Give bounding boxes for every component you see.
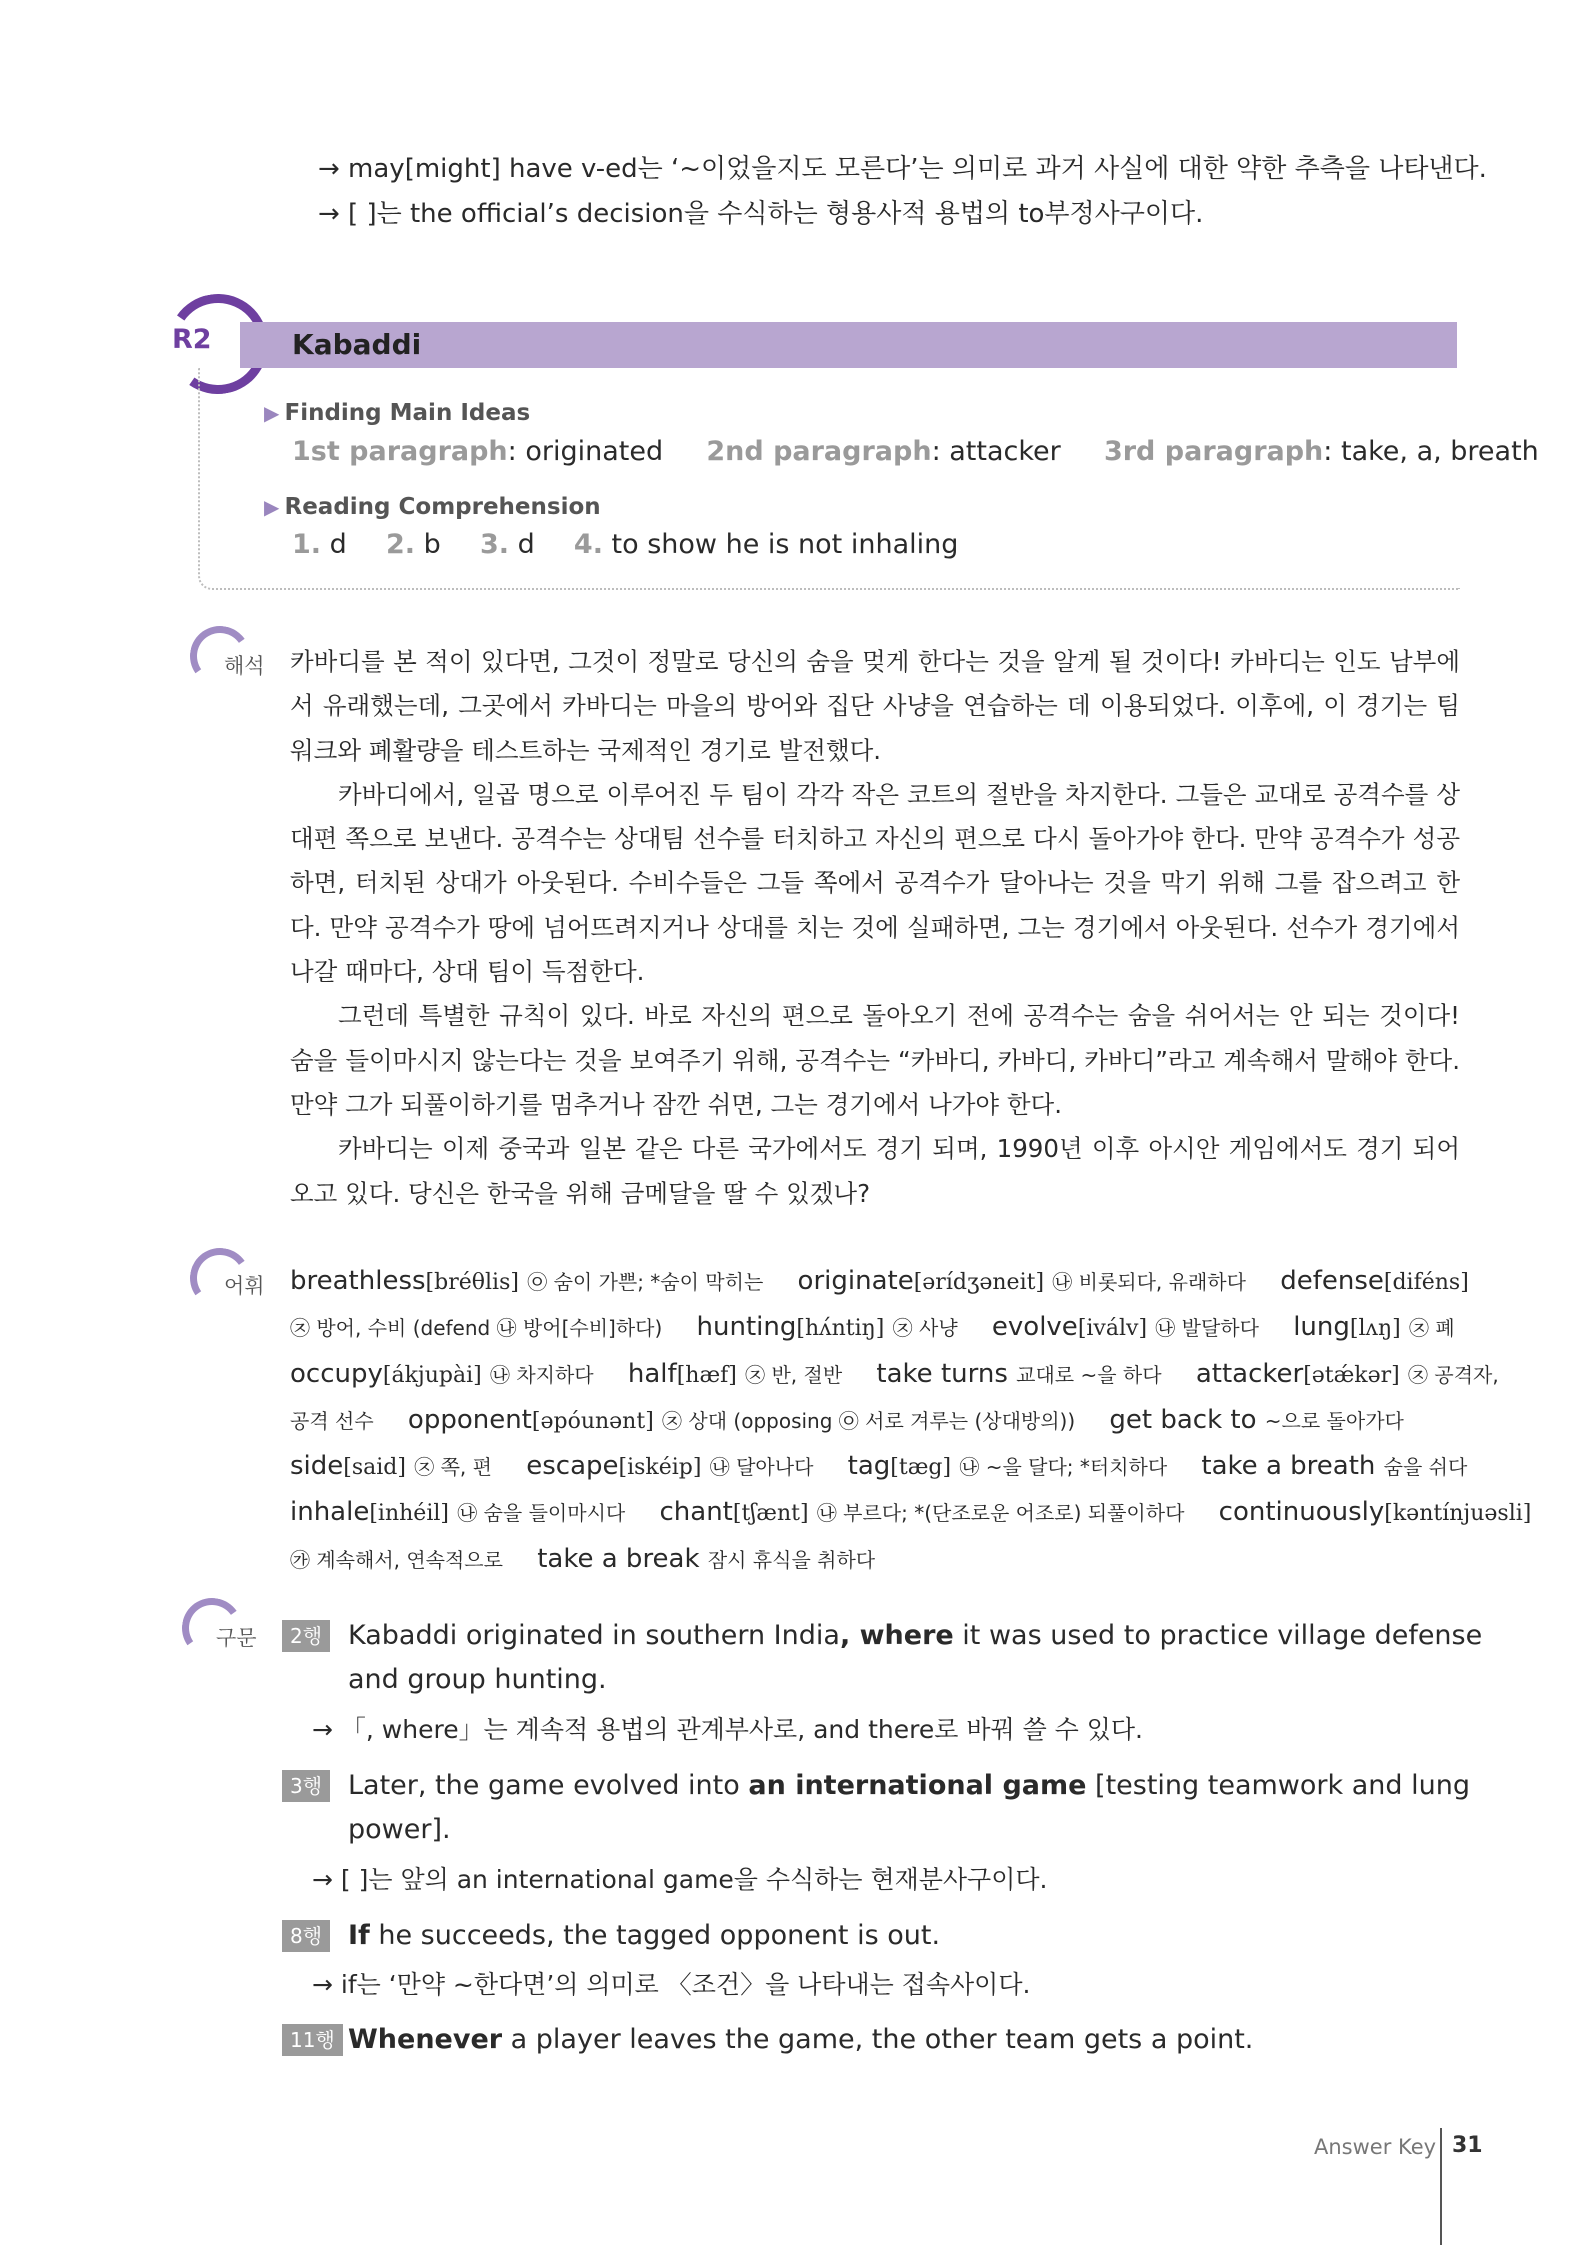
- grammar-sentence: If he succeeds, the tagged opponent is out.: [348, 1920, 941, 1951]
- comprehension-heading: ▶ Reading Comprehension: [264, 494, 601, 520]
- section-title: Kabaddi: [292, 328, 422, 361]
- page-number: 31: [1452, 2133, 1483, 2158]
- translation-text: [290, 640, 1460, 1216]
- grammar-line-tag: 2행: [282, 1620, 330, 1652]
- grammar-note: → if는 ‘만약 ~한다면’의 의미로 〈조건〉을 나타내는 접속사이다.: [312, 1970, 1031, 1999]
- grammar-sentence: Kabaddi originated in southern India, where it was used to practice village defense: [348, 1620, 1483, 1651]
- translation-paragraph: 카바디를 본 적이 있다면, 그것이 정말로 당신의 숨을 멎게 한다는 것을 알게 될 것이다! 카바디는 인도 남부에서 유래했는데, 그곳에서 카바디는 마을의 방어와 집단 사냥을 연습하는 데 이용되었다. 이후에, 이 경기는 팀워크와 폐활량을 테스트하는 국제적인 경기로 발전했다.: [290, 647, 1460, 765]
- grammar-sentence: Later, the game evolved into an international game [testing teamwork and lung: [348, 1770, 1470, 1801]
- translation-paragraph: 카바디에서, 일곱 명으로 이루어진 두 팀이 각각 작은 코트의 절반을 차지한다. 그들은 교대로 공격수를 상대편 쪽으로 보낸다. 공격수는 상대팀 선수를 터치하고 자신의 편으로 다시 돌아가야 한다. 만약 공격수가 성공하면, 터치된 상대가 아웃된다. 수비수들은 그들 쪽에서 공격수가 달아나는 것을 막기 위해 그를 잡으려고 한다. 만약 공격수가 땅에 넘어뜨려지거나 상대를 치는 것에 실패하면, 그는 경기에서 아웃된다. 선수가 경기에서 나갈 때마다, 상대 팀이 득점한다.: [290, 779, 1460, 987]
- grammar-line-tag: 11행: [282, 2024, 343, 2056]
- main-ideas-answers: 1st paragraph: originated 2nd paragraph: attacker 3rd paragraph: take, a, breath: [292, 436, 1539, 467]
- triangle-bullet-icon: ▶: [264, 401, 280, 425]
- vocab-row: inhale[inhéil] ㉯ 숨을 들이마시다 chant[tʃænt] ㉯ 부르다; *(단조로운 어조로) 되풀이하다 continuously[kəntínjuəsli]: [290, 1497, 1532, 1528]
- grammar-line-tag: 8행: [282, 1920, 330, 1952]
- vocab-row: side[said] ㉨ 쪽, 편 escape[iskéip] ㉯ 달아나다 tag[tæg] ㉯ ~을 달다; *터치하다 take a breath 숨을 쉬다: [290, 1451, 1468, 1482]
- grammar-note: → [ ]는 앞의 an international game을 수식하는 현재분사구이다.: [312, 1865, 1048, 1894]
- top-note-1: → may[might] have v-ed는 ‘~이었을지도 모른다’는 의미로 과거 사실에 대한 약한 추측을 나타낸다.: [318, 154, 1487, 184]
- vocabulary-label: 어휘: [224, 1274, 265, 1298]
- vocabulary-list: [290, 1259, 1532, 1582]
- vocab-row: breathless[bréθlis] ㉧ 숨이 가쁜; *숨이 막히는 originate[ərídʒəneit] ㉯ 비롯되다, 유래하다 defense[diféns]: [290, 1266, 1469, 1296]
- translation-paragraph: 카바디는 이제 중국과 일본 같은 다른 국가에서도 경기 되며, 1990년 이후 아시안 게임에서도 경기 되어오고 있다. 당신은 한국을 위해 금메달을 딸 수 있겠나?: [290, 1134, 1460, 1208]
- vocab-row: occupy[ákjupài] ㉯ 차지하다 half[hæf] ㉨ 반, 절반 take turns 교대로 ~을 하다 attacker[ətǽkər] ㉨ 공격자,: [290, 1358, 1499, 1389]
- section-label: R2: [172, 324, 212, 355]
- triangle-bullet-icon: ▶: [264, 495, 280, 519]
- main-ideas-heading: ▶ Finding Main Ideas: [264, 400, 531, 426]
- top-note-2: → [ ]는 the official’s decision을 수식하는 형용사적 용법의 to부정사구이다.: [318, 199, 1204, 229]
- vocab-row: ㉮ 계속해서, 연속적으로 take a break 잠시 휴식을 취하다: [290, 1543, 876, 1574]
- grammar-sentence-cont: and group hunting.: [348, 1664, 607, 1695]
- grammar-label: 구문: [216, 1626, 257, 1650]
- comprehension-answers: 1. d 2. b 3. d 4. to show he is not inhaling: [292, 529, 959, 560]
- footer-divider: [1440, 2128, 1442, 2245]
- section-title-bar: [240, 322, 1457, 368]
- grammar-note: → 「, where」는 계속적 용법의 관계부사로, and there로 바꿔 쓸 수 있다.: [312, 1715, 1144, 1744]
- footer-label: Answer Key: [1314, 2135, 1437, 2159]
- grammar-sentence: Whenever a player leaves the game, the other team gets a point.: [348, 2024, 1254, 2055]
- vocab-row: ㉨ 방어, 수비 (defend ㉯ 방어[수비]하다) hunting[hʌ́ntiŋ] ㉨ 사냥 evolve[iválv] ㉯ 발달하다 lung[lʌŋ] ㉨ 폐: [290, 1312, 1455, 1343]
- grammar-line-tag: 3행: [282, 1770, 330, 1802]
- grammar-sentence-cont: power].: [348, 1814, 451, 1845]
- translation-paragraph: 그런데 특별한 규칙이 있다. 바로 자신의 편으로 돌아오기 전에 공격수는 숨을 쉬어서는 안 되는 것이다! 숨을 들이마시지 않는다는 것을 보여주기 위해, 공격수는 “카바디, 카바디, 카바디”라고 계속해서 말해야 한다. 만약 그가 되풀이하기를 멈추거나 잠깐 쉬면, 그는 경기에서 나가야 한다.: [290, 1001, 1460, 1119]
- vocab-row: 공격 선수 opponent[əpóunənt] ㉨ 상대 (opposing ㉧ 서로 겨루는 (상대방의)) get back to ~으로 돌아가다: [290, 1404, 1404, 1435]
- translation-label: 해석: [224, 654, 265, 678]
